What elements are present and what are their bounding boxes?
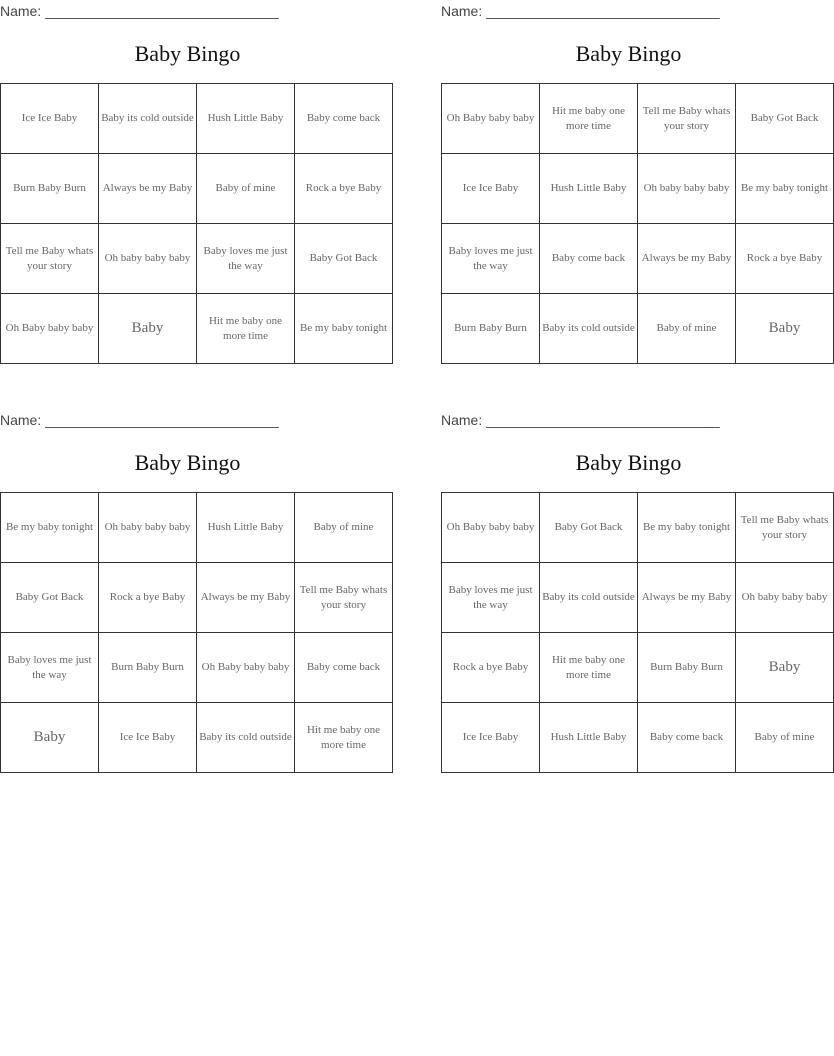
grid-row [442, 563, 834, 633]
bingo-cell: Always be my Baby [197, 563, 295, 633]
grid-row [442, 154, 834, 224]
card-title: Baby Bingo [575, 450, 682, 475]
bingo-cell: Baby come back [295, 84, 393, 154]
bingo-cell: Ice Ice Baby [442, 703, 540, 773]
bingo-cell: Baby loves me just the way [442, 224, 540, 294]
bingo-cell: Be my baby tonight [736, 154, 834, 224]
grid-row [1, 563, 393, 633]
bingo-cell: Hit me baby one more time [540, 84, 638, 154]
bingo-cell: Baby its cold outside [197, 703, 295, 773]
grid-row [442, 633, 834, 703]
bingo-cell: Hush Little Baby [197, 84, 295, 154]
name-field-label: Name: ______________________________ [441, 3, 720, 19]
bingo-grid [441, 83, 834, 364]
bingo-cell: Burn Baby Burn [1, 154, 99, 224]
grid-row [1, 154, 393, 224]
bingo-cell: Hit me baby one more time [295, 703, 393, 773]
bingo-cell: Always be my Baby [638, 563, 736, 633]
bingo-cell: Baby of mine [638, 294, 736, 364]
bingo-cell: Oh baby baby baby [99, 493, 197, 563]
bingo-cell: Oh Baby baby baby [442, 493, 540, 563]
bingo-cell: Hit me baby one more time [197, 294, 295, 364]
grid-row [1, 84, 393, 154]
grid-row [442, 224, 834, 294]
bingo-cell: Ice Ice Baby [1, 84, 99, 154]
bingo-cell: Baby of mine [295, 493, 393, 563]
grid-row [1, 633, 393, 703]
card-title: Baby Bingo [134, 41, 241, 66]
bingo-cell-free: Baby [1, 703, 99, 773]
bingo-cell: Be my baby tonight [1, 493, 99, 563]
name-field-label: Name: ______________________________ [0, 3, 279, 19]
bingo-cell: Hush Little Baby [540, 154, 638, 224]
grid-row [442, 84, 834, 154]
grid-row [1, 224, 393, 294]
grid-row [1, 703, 393, 773]
bingo-grid [441, 492, 834, 773]
bingo-cell: Tell me Baby whats your story [295, 563, 393, 633]
bingo-cell: Always be my Baby [638, 224, 736, 294]
grid-row [442, 493, 834, 563]
card-title: Baby Bingo [134, 450, 241, 475]
bingo-cell: Hit me baby one more time [540, 633, 638, 703]
bingo-cell: Baby come back [295, 633, 393, 703]
bingo-cell: Oh baby baby baby [638, 154, 736, 224]
bingo-cell: Baby Got Back [736, 84, 834, 154]
grid-row [1, 294, 393, 364]
name-field-label: Name: ______________________________ [441, 412, 720, 428]
name-field-label: Name: ______________________________ [0, 412, 279, 428]
card-title: Baby Bingo [575, 41, 682, 66]
bingo-cell: Baby loves me just the way [1, 633, 99, 703]
bingo-cell: Baby Got Back [540, 493, 638, 563]
bingo-cell: Ice Ice Baby [442, 154, 540, 224]
bingo-cell: Tell me Baby whats your story [736, 493, 834, 563]
bingo-cell: Rock a bye Baby [295, 154, 393, 224]
bingo-cell-free: Baby [736, 633, 834, 703]
bingo-grid [0, 83, 393, 364]
bingo-cell: Rock a bye Baby [736, 224, 834, 294]
bingo-cell: Baby Got Back [1, 563, 99, 633]
bingo-cell: Tell me Baby whats your story [1, 224, 99, 294]
bingo-cell: Baby of mine [736, 703, 834, 773]
bingo-cell: Be my baby tonight [638, 493, 736, 563]
bingo-cell: Tell me Baby whats your story [638, 84, 736, 154]
bingo-cell: Hush Little Baby [197, 493, 295, 563]
grid-row [1, 493, 393, 563]
bingo-cell: Baby loves me just the way [442, 563, 540, 633]
bingo-cell: Oh Baby baby baby [442, 84, 540, 154]
bingo-cell: Ice Ice Baby [99, 703, 197, 773]
bingo-cell: Baby its cold outside [540, 563, 638, 633]
bingo-cell: Be my baby tonight [295, 294, 393, 364]
bingo-cell: Oh baby baby baby [99, 224, 197, 294]
bingo-cell: Hush Little Baby [540, 703, 638, 773]
bingo-cell: Baby come back [638, 703, 736, 773]
bingo-grid [0, 492, 393, 773]
bingo-cell: Rock a bye Baby [442, 633, 540, 703]
grid-row [442, 703, 834, 773]
bingo-cell: Oh Baby baby baby [197, 633, 295, 703]
bingo-cell: Baby come back [540, 224, 638, 294]
bingo-cell: Baby its cold outside [540, 294, 638, 364]
bingo-cell: Burn Baby Burn [99, 633, 197, 703]
bingo-cell: Burn Baby Burn [638, 633, 736, 703]
bingo-cell: Baby its cold outside [99, 84, 197, 154]
bingo-cell: Rock a bye Baby [99, 563, 197, 633]
bingo-cell: Oh baby baby baby [736, 563, 834, 633]
bingo-cell: Baby loves me just the way [197, 224, 295, 294]
grid-row [442, 294, 834, 364]
bingo-cell: Always be my Baby [99, 154, 197, 224]
bingo-cell: Baby Got Back [295, 224, 393, 294]
bingo-cell-free: Baby [99, 294, 197, 364]
bingo-cell: Burn Baby Burn [442, 294, 540, 364]
bingo-cell: Baby of mine [197, 154, 295, 224]
bingo-cell: Oh Baby baby baby [1, 294, 99, 364]
bingo-cell-free: Baby [736, 294, 834, 364]
